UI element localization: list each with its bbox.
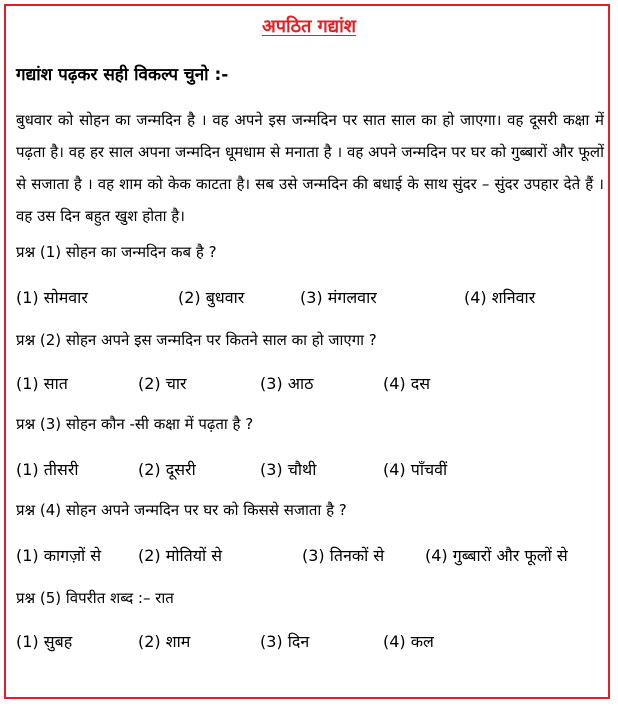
- q5-option-4: (4) कल: [383, 632, 434, 651]
- q1-option-4: (4) शनिवार: [464, 288, 536, 307]
- instruction-text: गद्यांश पढ़कर सही विकल्प चुनो :-: [16, 65, 229, 85]
- q3-option-3: (3) चौथी: [260, 460, 317, 479]
- q5-option-2: (2) शाम: [138, 632, 191, 651]
- question-5: प्रश्न (5) विपरीत शब्द :– रात: [16, 589, 174, 607]
- q4-option-4: (4) गुब्बारों और फूलों से: [425, 546, 568, 565]
- q4-option-1: (1) कागज़ों से: [16, 546, 102, 565]
- question-1: प्रश्न (1) सोहन का जन्मदिन कब है ?: [16, 243, 217, 261]
- q3-option-2: (2) दूसरी: [138, 460, 196, 479]
- q3-option-1: (1) तीसरी: [16, 460, 79, 479]
- q1-option-3: (3) मंगलवार: [300, 288, 377, 307]
- q1-option-2: (2) बुधवार: [178, 288, 245, 307]
- question-2: प्रश्न (2) सोहन अपने इस जन्मदिन पर कितने साल का हो जाएगा ?: [16, 331, 377, 349]
- q5-option-1: (1) सुबह: [16, 632, 73, 651]
- q3-option-4: (4) पाँचवीं: [383, 460, 448, 479]
- q5-option-3: (3) दिन: [260, 632, 310, 651]
- q1-option-1: (1) सोमवार: [16, 288, 88, 307]
- q4-option-3: (3) तिनकों से: [302, 546, 385, 565]
- q2-option-1: (1) सात: [16, 374, 68, 393]
- q4-option-2: (2) मोतियों से: [138, 546, 223, 565]
- q2-option-2: (2) चार: [138, 374, 187, 393]
- question-3: प्रश्न (3) सोहन कौन -सी कक्षा में पढ़ता है ?: [16, 415, 254, 433]
- page-title: अपठित गद्यांश: [262, 16, 356, 37]
- q2-option-4: (4) दस: [383, 374, 431, 393]
- passage-text: बुधवार को सोहन का जन्मदिन है । वह अपने इस जन्मदिन पर सात साल का हो जाएगा। वह दूसरी कक्षा में पढ़ता है। वह हर साल अपना जन्मदिन धूमधाम से मनाता है । वह अपने जन्मदिन पर घर को गुब्बारों और फूलों से सजाता है । वह शाम को केक काटता है। सब उसे जन्मदिन की बधाई के साथ सुंदर – सुंदर उपहार देते हैं । वह उस दिन बहुत खुश होता है।: [16, 111, 604, 225]
- q2-option-3: (3) आठ: [260, 374, 314, 393]
- question-4: प्रश्न (4) सोहन अपने जन्मदिन पर घर को किससे सजाता है ?: [16, 501, 347, 519]
